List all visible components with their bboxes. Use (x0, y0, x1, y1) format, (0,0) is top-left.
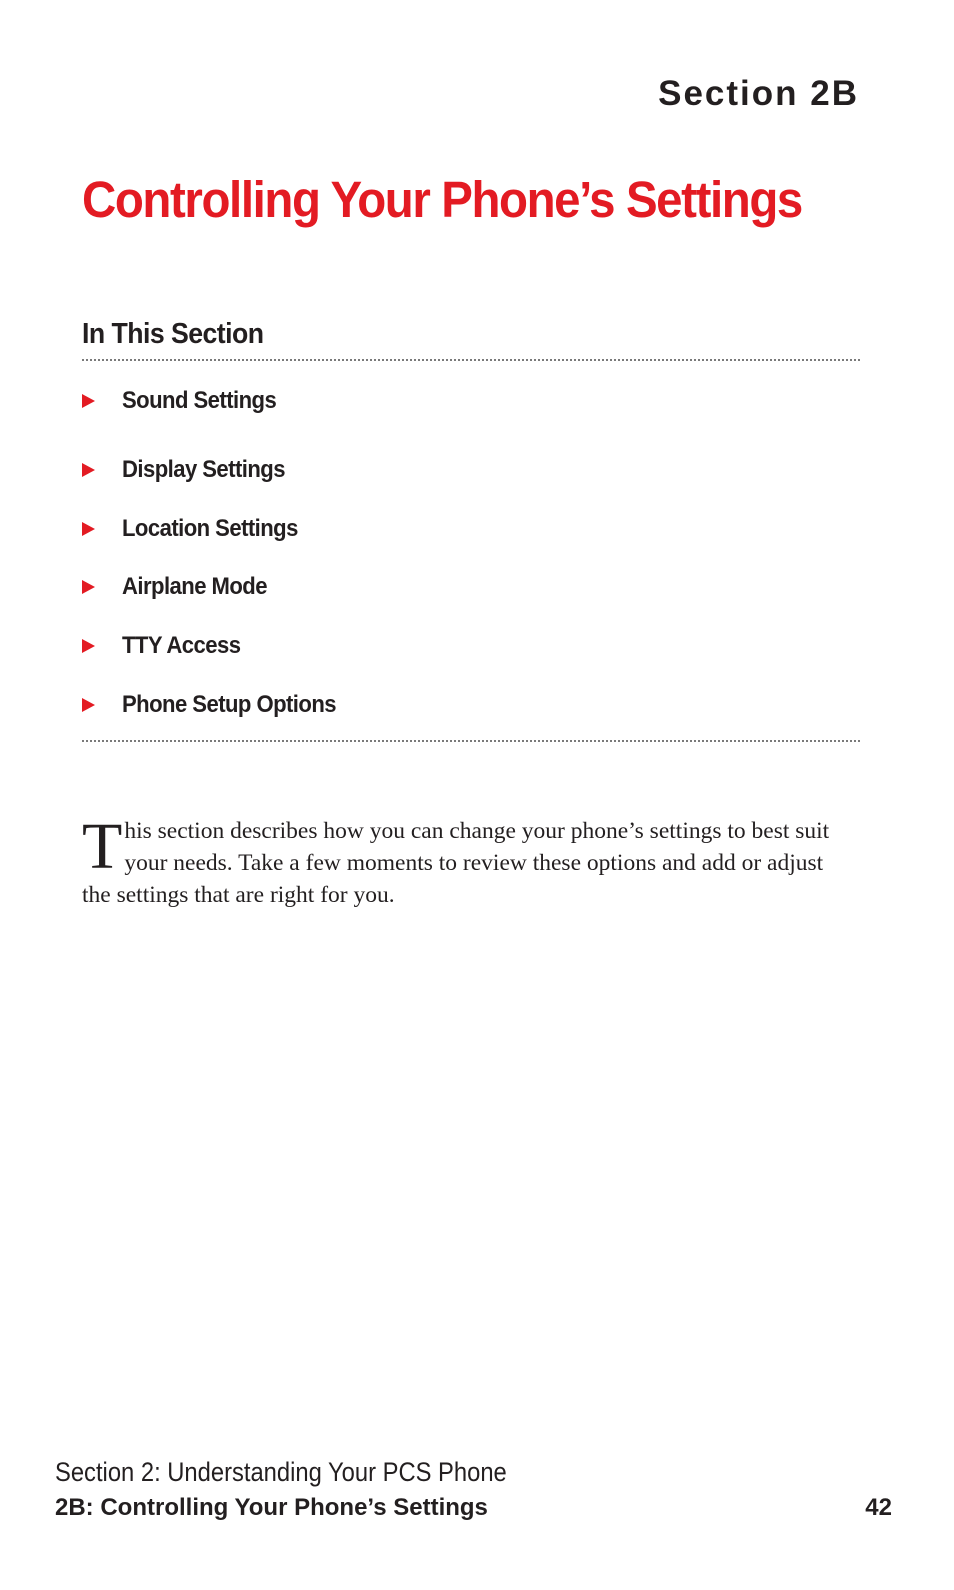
section-label: Section 2B (658, 74, 859, 113)
toc-item-display-settings[interactable] (82, 441, 860, 500)
intro-paragraph (82, 810, 857, 911)
toc-item-sound-settings[interactable] (82, 383, 860, 419)
in-this-section (82, 318, 860, 734)
dotted-divider-bottom (82, 740, 860, 742)
footer-chapter: 2B: Controlling Your Phone’s Settings (55, 1494, 488, 1521)
toc-item-label: TTY Access (122, 632, 241, 660)
toc-item-label: Airplane Mode (122, 573, 267, 601)
triangle-bullet-icon (82, 394, 95, 408)
drop-cap: T (82, 810, 123, 883)
dotted-divider-top (82, 359, 860, 361)
triangle-bullet-icon (82, 580, 95, 594)
triangle-bullet-icon (82, 639, 95, 653)
toc-item-label: Phone Setup Options (122, 690, 337, 718)
toc-item-tty-access[interactable] (82, 617, 860, 676)
page-title: Controlling Your Phone’s Settings (82, 171, 802, 228)
toc-item-label: Location Settings (122, 514, 298, 542)
footer-section: Section 2: Understanding Your PCS Phone (55, 1457, 507, 1487)
triangle-bullet-icon (82, 522, 95, 536)
toc-item-location-settings[interactable] (82, 500, 860, 559)
intro-text: his section describes how you can change your phone’s settings to best suit your needs. Take a few moments to review these options and add or adjust the settings that are right for you. (82, 818, 830, 908)
triangle-bullet-icon (82, 463, 95, 477)
triangle-bullet-icon (82, 698, 95, 712)
toc-heading: In This Section (82, 318, 264, 350)
toc-item-label: Sound Settings (122, 387, 277, 414)
page-number: 42 (865, 1494, 892, 1521)
toc-list (82, 383, 860, 734)
toc-item-label: Display Settings (122, 456, 285, 484)
toc-item-airplane-mode[interactable] (82, 558, 860, 617)
toc-item-phone-setup-options[interactable] (82, 675, 860, 734)
